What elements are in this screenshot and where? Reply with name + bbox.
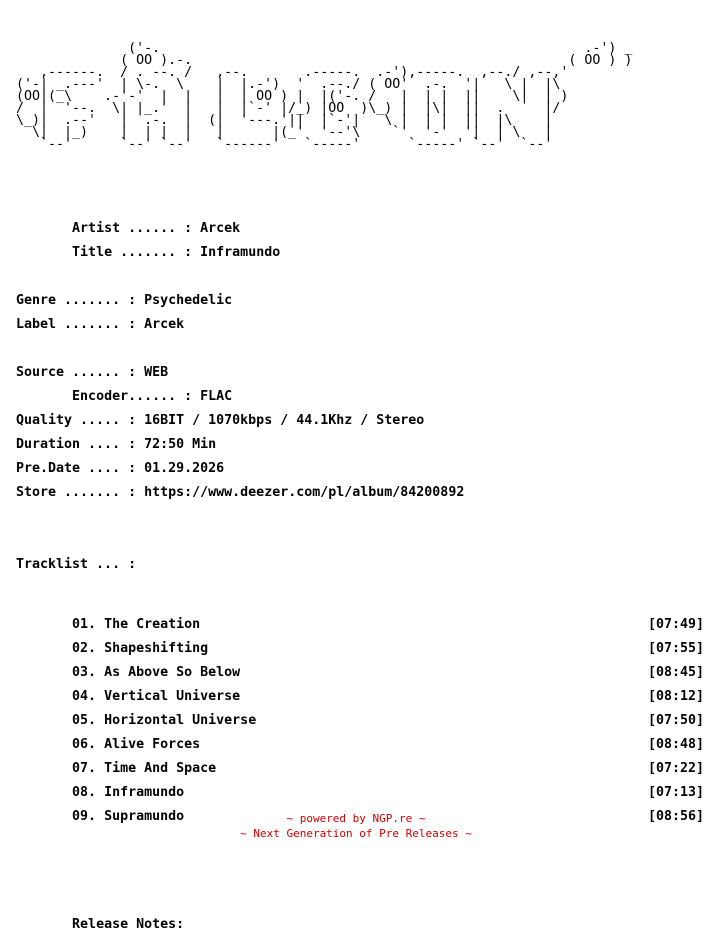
footer-powered-by: ~ powered by NGP.re ~ xyxy=(286,812,426,825)
title-label: Title ....... : xyxy=(72,245,193,260)
tracklist-heading: Tracklist ... : xyxy=(16,557,137,572)
artist-value: Arcek xyxy=(200,221,241,236)
track-title: As Above So Below xyxy=(104,665,241,680)
track-duration: [07:55] xyxy=(647,641,704,656)
predate-row xyxy=(16,463,704,475)
duration-row xyxy=(16,439,704,451)
artist-row xyxy=(16,223,704,235)
predate-value: 01.29.2026 xyxy=(144,461,225,476)
label-value: Arcek xyxy=(144,317,185,332)
logo-line: ('-. .-') _ xyxy=(16,41,633,56)
track-number: 02. xyxy=(72,641,97,656)
track-duration: [07:50] xyxy=(647,713,704,728)
track-number: 04. xyxy=(72,689,97,704)
footer-tagline: ~ Next Generation of Pre Releases ~ xyxy=(240,827,472,840)
track-row xyxy=(16,643,704,655)
track-number: 03. xyxy=(72,665,97,680)
logo-line: \_)| .--' | .-. | (| '---.'|| |`-'| \ | | | || |\ | xyxy=(16,113,553,128)
title-value: Inframundo xyxy=(200,245,281,260)
track-title: Alive Forces xyxy=(104,737,201,752)
encoder-value: FLAC xyxy=(200,389,233,404)
track-row xyxy=(16,667,704,679)
release-notes-heading: Release Notes: xyxy=(72,917,185,932)
encoder-row xyxy=(16,391,704,403)
artist-label: Artist ...... : xyxy=(72,221,193,236)
track-row xyxy=(16,763,704,775)
track-duration: [07:22] xyxy=(647,761,704,776)
source-row xyxy=(16,367,704,379)
genre-row xyxy=(16,295,704,307)
source-label: Source ...... : xyxy=(16,365,137,380)
ascii-logo xyxy=(16,31,704,163)
track-row xyxy=(16,739,704,751)
logo-line: ('-| _.---' | \-. \ | |.-') ' .--./ ( OO' .-. '| \ | |\ xyxy=(16,77,561,92)
track-title: Vertical Universe xyxy=(104,689,241,704)
logo-line: \| |_) | | | | | |(_' '--'\ `' '-' '| | \ | xyxy=(16,125,553,140)
track-row xyxy=(16,691,704,703)
track-number: 08. xyxy=(72,785,97,800)
logo-line: ,------. / . --. / ,--. .-----. .-'),-----. ,--./ ,--,' xyxy=(16,65,569,80)
nfo-document xyxy=(16,19,704,943)
track-duration: [08:45] xyxy=(647,665,704,680)
duration-value: 72:50 Min xyxy=(144,437,217,452)
release-notes-row xyxy=(16,919,704,931)
track-number: 07. xyxy=(72,761,97,776)
track-duration: [08:12] xyxy=(647,689,704,704)
track-duration: [07:13] xyxy=(647,785,704,800)
label-row xyxy=(16,319,704,331)
track-duration: [08:56] xyxy=(647,809,704,824)
logo-line: (OO|(_\ .-'-' | | | | OO ) | |('-. / | | | || \| | ) xyxy=(16,89,569,104)
track-duration: [08:48] xyxy=(647,737,704,752)
genre-value: Psychedelic xyxy=(144,293,233,308)
track-duration: [07:49] xyxy=(647,617,704,632)
store-label: Store ....... : xyxy=(16,485,137,500)
track-number: 06. xyxy=(72,737,97,752)
genre-label: Genre ....... : xyxy=(16,293,137,308)
track-title: Shapeshifting xyxy=(104,641,209,656)
track-title: The Creation xyxy=(104,617,201,632)
track-number: 05. xyxy=(72,713,97,728)
quality-value: 16BIT / 1070kbps / 44.1Khz / Stereo xyxy=(144,413,425,428)
track-number: 01. xyxy=(72,617,97,632)
quality-label: Quality ..... : xyxy=(16,413,137,428)
source-value: WEB xyxy=(144,365,169,380)
store-row xyxy=(16,487,704,499)
store-link[interactable]: https://www.deezer.com/pl/album/84200892 xyxy=(144,485,465,500)
track-row xyxy=(16,619,704,631)
quality-row xyxy=(16,415,704,427)
logo-line: ( OO ).-. ( OO ) ) xyxy=(16,53,633,68)
logo-line: `--' `--' `--' `------' `-----' `-----' `--' `--' xyxy=(16,137,553,152)
title-row xyxy=(16,247,704,259)
label-label: Label ....... : xyxy=(16,317,137,332)
track-row xyxy=(16,715,704,727)
duration-label: Duration .... : xyxy=(16,437,137,452)
track-title: Supramundo xyxy=(104,809,185,824)
track-row xyxy=(16,787,704,799)
encoder-label: Encoder...... : xyxy=(72,389,193,404)
track-title: Inframundo xyxy=(104,785,185,800)
track-title: Horizontal Universe xyxy=(104,713,257,728)
track-number: 09. xyxy=(72,809,97,824)
track-title: Time And Space xyxy=(104,761,217,776)
logo-line: / | '--. \| |_.' | | |`-' |/_) |OO )\_) | |\| || . |/ xyxy=(16,101,561,116)
predate-label: Pre.Date .... : xyxy=(16,461,137,476)
